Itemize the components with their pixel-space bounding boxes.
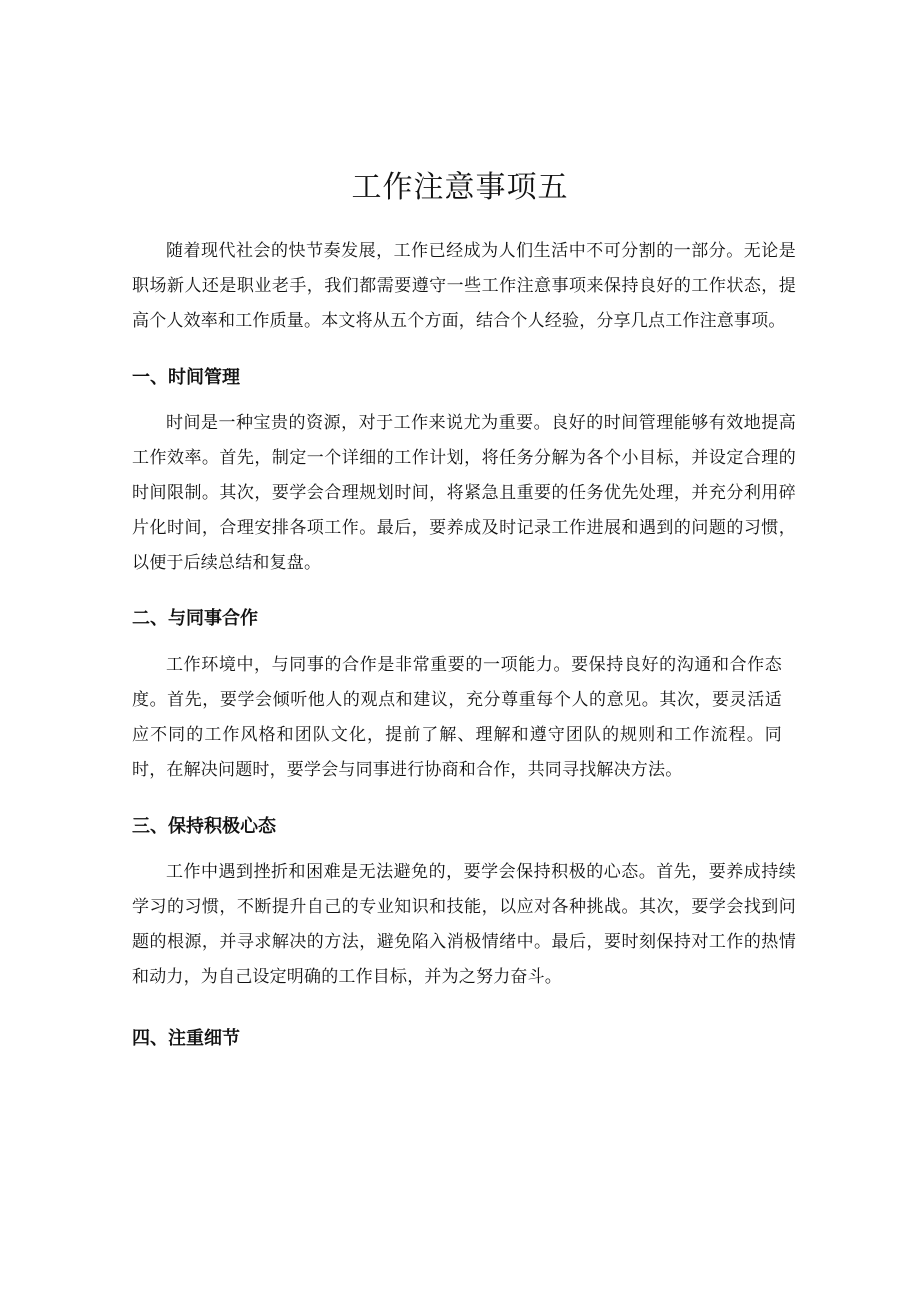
section-body-cooperation: 工作环境中，与同事的合作是非常重要的一项能力。要保持良好的沟通和合作态度。首先，要学会倾听他人的观点和建议，充分尊重每个人的意见。其次，要灵活适应不同的工作风格和团队文化，提前了解、理解和遵守团队的规则和工作流程。同时，在解决问题时，要学会与同事进行协商和合作，共同寻找解决方法。 [132, 655, 782, 780]
section-body-positive-attitude: 工作中遇到挫折和困难是无法避免的，要学会保持积极的心态。首先，要养成持续学习的习惯，不断提升自己的专业知识和技能，以应对各种挑战。其次，要学会找到问题的根源，并寻求解决的方法，避免陷入消极情绪中。最后，要时刻保持对工作的热情和动力，为自己设定明确的工作目标，并为之努力奋斗。 [132, 862, 796, 987]
section-heading-time-management: 一、时间管理 [132, 367, 240, 388]
section-heading-positive-attitude: 三、保持积极心态 [132, 816, 276, 837]
section-body-time-management: 时间是一种宝贵的资源，对于工作来说尤为重要。良好的时间管理能够有效地提高工作效率。首先，制定一个详细的工作计划，将任务分解为各个小目标，并设定合理的时间限制。其次，要学会合理规划时间，将紧急且重要的任务优先处理，并充分利用碎片化时间，合理安排各项工作。最后，要养成及时记录工作进展和遇到的问题的习惯，以便于后续总结和复盘。 [132, 413, 796, 573]
section-heading-details: 四、注重细节 [132, 1028, 240, 1049]
document-title: 工作注意事项五 [351, 170, 569, 205]
section-heading-cooperation: 二、与同事合作 [132, 608, 258, 629]
intro-paragraph: 随着现代社会的快节奏发展，工作已经成为人们生活中不可分割的一部分。无论是职场新人还是职业老手，我们都需要遵守一些工作注意事项来保持良好的工作状态，提高个人效率和工作质量。本文将从五个方面，结合个人经验，分享几点工作注意事项。 [132, 241, 796, 331]
